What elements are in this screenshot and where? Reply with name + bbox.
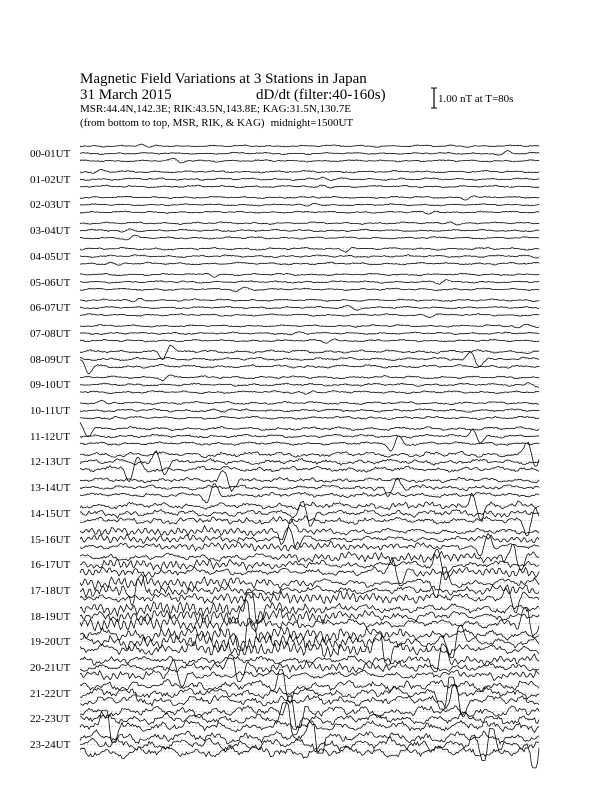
trace-msr-01-02UT [80,185,539,188]
hour-label: 11-12UT [30,430,70,443]
trace-rik-05-06UT [80,279,539,284]
hour-label: 04-05UT [30,250,71,263]
trace-kag-06-07UT [80,298,539,302]
trace-msr-15-16UT [80,533,539,555]
trace-msr-11-12UT [80,436,539,451]
chart-title: Magnetic Field Variations at 3 Stations in Japan [80,71,367,87]
hour-label: 16-17UT [30,559,71,572]
trace-msr-20-21UT [80,660,539,688]
trace-msr-09-10UT [80,391,539,395]
trace-msr-04-05UT [80,262,539,265]
trace-kag-03-04UT [80,222,539,225]
trace-rik-00-01UT [80,151,539,155]
order-note-text: (from bottom to top, MSR, RIK, & KAG) [80,117,265,129]
trace-kag-22-23UT [80,695,539,727]
trace-kag-18-19UT [80,593,539,624]
hour-label: 01-02UT [30,173,71,186]
trace-rik-23-24UT [80,729,539,761]
trace-msr-13-14UT [80,484,539,503]
hour-label: 15-16UT [30,533,71,546]
hour-label: 03-04UT [30,225,71,238]
hour-label: 02-03UT [30,199,71,212]
hour-label: 00-01UT [30,148,71,160]
trace-rik-10-11UT [80,409,539,413]
trace-rik-22-23UT [80,703,539,735]
trace-kag-01-02UT [80,169,539,173]
hour-label: 12-13UT [30,456,71,469]
trace-rik-06-07UT [80,306,539,311]
hour-label: 23-24UT [30,739,71,752]
trace-kag-00-01UT [80,144,539,147]
hour-label: 14-15UT [30,507,71,520]
trace-kag-07-08UT [80,324,539,328]
trace-msr-12-13UT [80,457,539,481]
trace-rik-19-20UT [80,626,539,658]
trace-kag-16-17UT [80,544,539,570]
hour-label: 06-07UT [30,302,71,315]
trace-msr-06-07UT [80,314,539,318]
trace-msr-21-22UT [80,685,539,717]
midnight-label: midnight=1500UT [270,117,354,129]
trace-msr-07-08UT [80,339,539,344]
trace-msr-03-04UT [80,235,539,240]
hour-label: 13-14UT [30,482,71,495]
trace-msr-08-09UT [80,360,539,374]
hour-label: 08-09UT [30,353,71,366]
trace-msr-00-01UT [80,158,539,163]
trace-rik-09-10UT [80,383,539,388]
trace-msr-14-15UT [80,508,539,536]
trace-msr-16-17UT [80,558,539,584]
trace-rik-01-02UT [80,177,539,181]
hour-label: 19-20UT [30,636,71,649]
trace-kag-11-12UT [80,422,539,436]
hour-label: 21-22UT [30,687,71,700]
trace-kag-08-09UT [80,345,539,360]
hour-label: 20-21UT [30,662,71,674]
trace-kag-04-05UT [80,247,539,252]
hour-label: 10-11UT [30,405,70,417]
scale-label: 1.00 nT at T=80s [438,93,514,105]
trace-msr-05-06UT [80,287,539,291]
date-label: 31 March 2015 [80,87,172,103]
trace-rik-04-05UT [80,255,539,259]
trace-kag-02-03UT [80,196,539,200]
trace-kag-13-14UT [80,471,539,492]
hour-label: 05-06UT [30,276,71,289]
trace-rik-18-19UT [80,600,539,632]
trace-kag-10-11UT [80,400,539,405]
trace-rik-02-03UT [80,203,539,206]
trace-kag-14-15UT [80,493,539,522]
trace-kag-15-16UT [80,519,539,545]
trace-kag-05-06UT [80,273,539,277]
trace-msr-02-03UT [80,211,539,214]
hour-label: 09-10UT [30,379,71,392]
trace-msr-10-11UT [80,416,539,419]
trace-kag-19-20UT [80,618,539,650]
trace-rik-03-04UT [80,229,539,232]
trace-rik-16-17UT [80,549,539,580]
trace-msr-22-23UT [80,710,539,742]
trace-rik-14-15UT [80,501,539,526]
stations-label: MSR:44.4N,142.3E; RIK:43.5N,143.8E; KAG:31.5N,130.7E [80,103,352,115]
trace-rik-08-09UT [80,352,539,367]
hour-label: 22-23UT [30,713,71,726]
trace-rik-07-08UT [80,332,539,335]
quantity-label: dD/dt (filter:40-160s) [256,87,386,103]
trace-kag-09-10UT [80,375,539,381]
trace-msr-23-24UT [80,744,539,768]
trace-rik-11-12UT [80,429,539,443]
hour-label: 07-08UT [30,327,71,340]
hour-label: 17-18UT [30,584,71,597]
hour-label: 18-19UT [30,610,71,623]
